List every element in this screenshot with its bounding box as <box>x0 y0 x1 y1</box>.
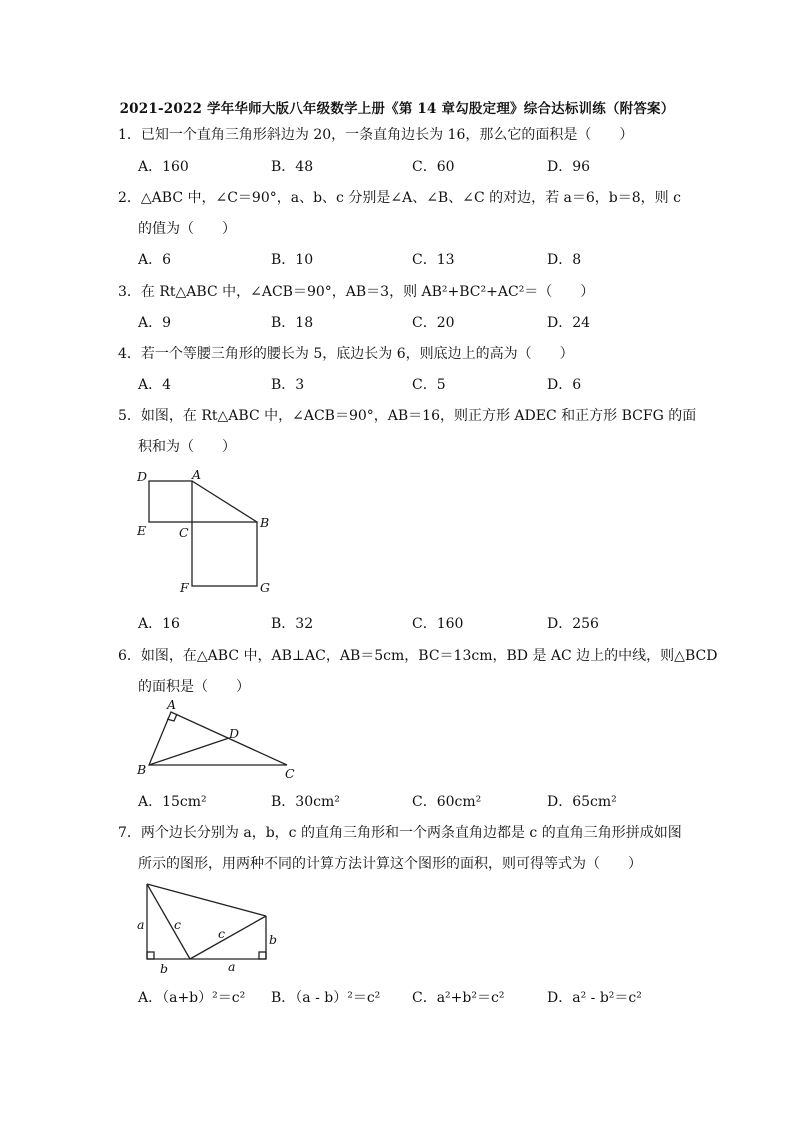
hypotenuse-c-right <box>190 916 266 959</box>
hypotenuse-c-left <box>147 884 190 959</box>
label-f: F <box>180 580 189 595</box>
label-e: E <box>137 523 147 538</box>
label-c-right: c <box>218 926 226 941</box>
label-b: B <box>260 515 270 530</box>
question-1-text: 1．已知一个直角三角形斜边为 20，一条直角边长为 16，那么它的面积是（ ） <box>118 127 634 143</box>
question-1-options <box>138 156 698 174</box>
label-a-left: a <box>137 917 145 932</box>
option-c: C．13 <box>412 252 455 268</box>
question-2-text-cont: 的值为（ ） <box>138 221 236 237</box>
label-c: C <box>285 766 295 781</box>
option-b: B．32 <box>271 616 314 632</box>
option-d: D．a² - b²＝c² <box>547 990 642 1006</box>
option-b: B．3 <box>271 377 305 393</box>
option-d: D．96 <box>547 159 591 175</box>
label-d: D <box>137 469 148 484</box>
question-6-options <box>138 791 698 809</box>
label-g: G <box>260 580 270 595</box>
option-d: D．256 <box>547 616 599 632</box>
option-a: A．15cm² <box>138 794 207 810</box>
document-title: 2021-2022 学年华师大版八年级数学上册《第 14 章勾股定理》综合达标训练（附答案） <box>119 101 675 117</box>
option-b: B．48 <box>271 159 314 175</box>
label-b-right: b <box>269 932 278 947</box>
option-b: B．30cm² <box>271 794 340 810</box>
question-3-text: 3．在 Rt△ABC 中，∠ACB＝90°，AB＝3，则 AB²+BC²+AC²＝（ ） <box>118 284 595 300</box>
label-b-bottom: b <box>160 961 169 976</box>
label-b: B <box>137 762 147 777</box>
option-a: A．4 <box>138 377 172 393</box>
label-c: C <box>179 525 189 540</box>
question-7-text-cont: 所示的图形，用两种不同的计算方法计算这个图形的面积，则可得等式为（ ） <box>138 856 642 872</box>
question-3-options <box>138 312 698 330</box>
figure-squares <box>130 465 280 600</box>
median-bd <box>149 738 229 765</box>
segment-ab <box>192 481 257 522</box>
option-c: C．60 <box>412 159 455 175</box>
question-2-options <box>138 249 698 267</box>
question-6-text: 6．如图，在△ABC 中，AB⊥AC，AB＝5cm，BC＝13cm，BD 是 AC 边上的中线，则△BCD <box>118 648 718 664</box>
question-2-text: 2．△ABC 中，∠C＝90°，a、b、c 分别是∠A、∠B、∠C 的对边，若 a＝6，b＝8，则 c <box>118 190 681 206</box>
question-5-text: 5．如图，在 Rt△ABC 中，∠ACB＝90°，AB＝16，则正方形 ADEC 和正方形 BCFG 的面 <box>118 408 697 424</box>
option-b: B．（a - b）²＝c² <box>271 990 381 1006</box>
question-4-options <box>138 374 698 392</box>
label-c-left: c <box>174 917 182 932</box>
option-c: C．5 <box>412 377 446 393</box>
question-5-text-cont: 积和为（ ） <box>138 439 236 455</box>
option-b: B．10 <box>271 252 314 268</box>
option-c: C．160 <box>412 616 464 632</box>
option-c: C．a²+b²＝c² <box>412 990 505 1006</box>
option-a: A．（a+b）²＝c² <box>138 990 246 1006</box>
option-b: B．18 <box>271 315 314 331</box>
option-a: A．6 <box>138 252 172 268</box>
option-c: C．20 <box>412 315 455 331</box>
option-c: C．60cm² <box>412 794 482 810</box>
figure-triangle-bcd <box>130 695 310 785</box>
option-d: D．65cm² <box>547 794 617 810</box>
top-edge <box>147 884 266 916</box>
option-a: A．160 <box>138 159 189 175</box>
label-d: D <box>229 726 240 741</box>
question-7-text: 7．两个边长分别为 a，b，c 的直角三角形和一个两条直角边都是 c 的直角三角形拼成如图 <box>118 825 682 841</box>
question-6-text-cont: 的面积是（ ） <box>138 679 250 695</box>
option-d: D．8 <box>547 252 582 268</box>
square-bcfg <box>192 522 257 586</box>
right-angle-right <box>259 952 266 959</box>
square-adec <box>149 481 192 522</box>
question-5-options <box>138 613 698 631</box>
label-a-bottom: a <box>228 959 236 974</box>
option-d: D．24 <box>547 315 591 331</box>
question-4-text: 4．若一个等腰三角形的腰长为 5，底边长为 6，则底边上的高为（ ） <box>118 346 574 362</box>
option-d: D．6 <box>547 377 582 393</box>
label-a: A <box>192 467 202 482</box>
figure-trapezoid <box>130 875 290 980</box>
option-a: A．16 <box>138 616 180 632</box>
label-a: A <box>167 697 177 712</box>
right-angle-left <box>147 952 154 959</box>
question-7-options <box>138 987 698 1005</box>
option-a: A．9 <box>138 315 172 331</box>
